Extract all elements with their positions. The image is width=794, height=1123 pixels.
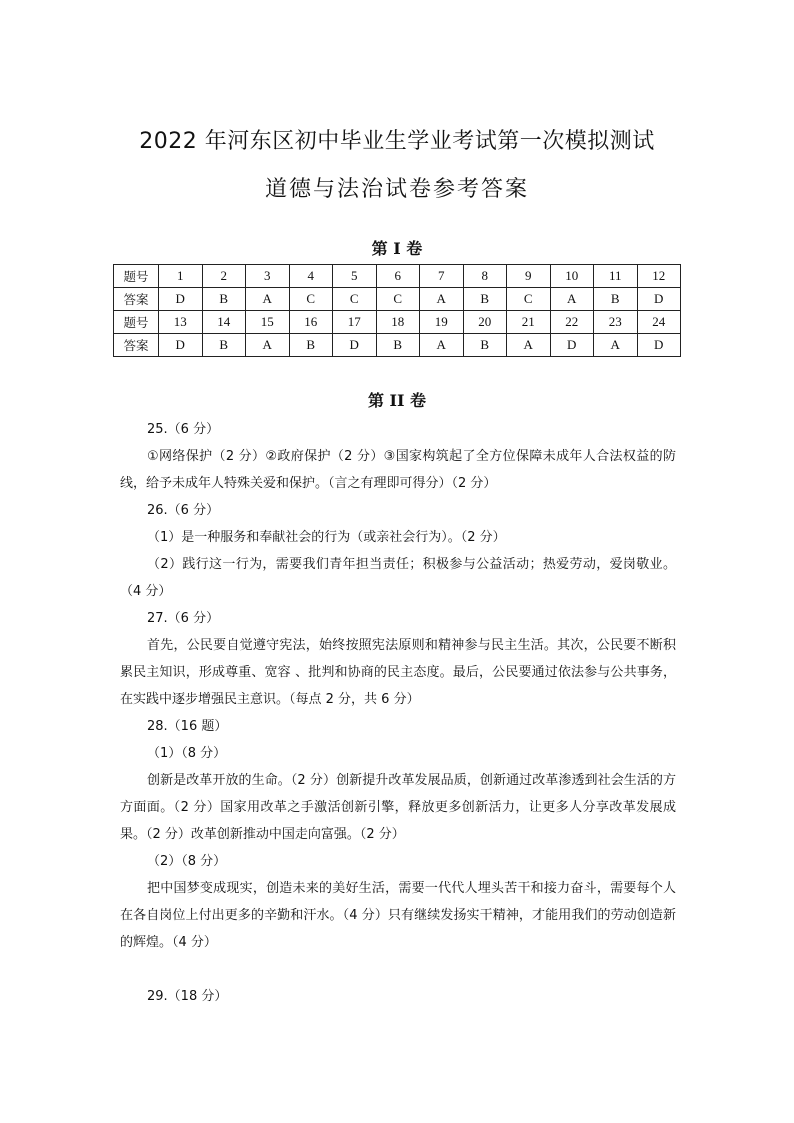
- question-heading: 26.（6 分）: [147, 503, 220, 518]
- table-cell: 20: [463, 311, 507, 334]
- table-cell: C: [289, 288, 333, 311]
- page-title: 2022 年河东区初中毕业生学业考试第一次模拟测试: [139, 129, 655, 154]
- table-cell: 12: [637, 265, 681, 288]
- table-cell: 15: [246, 311, 290, 334]
- row-label: 答案: [114, 334, 159, 357]
- sub-question-heading: （1）（8 分）: [147, 746, 227, 761]
- table-cell: A: [550, 288, 594, 311]
- table-cell: C: [376, 288, 420, 311]
- table-cell: 19: [420, 311, 464, 334]
- table-cell: 18: [376, 311, 420, 334]
- table-cell: A: [246, 288, 290, 311]
- table-cell: 13: [159, 311, 203, 334]
- table-cell: 11: [594, 265, 638, 288]
- answer-paragraph: ①网络保护（2 分）②政府保护（2 分）③国家构筑起了全方位保障未成年人合法权益的防线，给予未成年人特殊关爱和保护。（言之有理即可得分）（2 分）: [120, 449, 676, 491]
- table-cell: A: [420, 288, 464, 311]
- answer-table: [113, 264, 681, 357]
- table-cell: 16: [289, 311, 333, 334]
- table-cell: 5: [333, 265, 377, 288]
- table-cell: 21: [507, 311, 551, 334]
- row-label: 答案: [114, 288, 159, 311]
- table-cell: 14: [202, 311, 246, 334]
- answer-paragraph: 首先，公民要自觉遵守宪法，始终按照宪法原则和精神参与民主生活。其次，公民要不断积累民主知识，形成尊重、宽容 、批判和协商的民主态度。最后，公民要通过依法参与公共事务，在实践中逐步增强民主意识。（每点 2 分，共 6 分）: [120, 638, 676, 707]
- row-label: 题号: [114, 265, 159, 288]
- table-cell: B: [463, 334, 507, 357]
- table-cell: A: [246, 334, 290, 357]
- table-cell: C: [333, 288, 377, 311]
- table-cell: 6: [376, 265, 420, 288]
- page-subtitle: 道德与法治试卷参考答案: [264, 177, 529, 202]
- table-cell: D: [333, 334, 377, 357]
- table-cell: B: [594, 288, 638, 311]
- answer-paragraph: 把中国梦变成现实，创造未来的美好生活，需要一代代人埋头苦干和接力奋斗，需要每个人在各自岗位上付出更多的辛勤和汗水。（4 分）只有继续发扬实干精神，才能用我们的劳动创造新的辉煌。（4 分）: [120, 881, 676, 950]
- answer-paragraph: （2）践行这一行为，需要我们青年担当责任；积极参与公益活动；热爱劳动，爱岗敬业。（4 分）: [120, 557, 676, 599]
- table-cell: 8: [463, 265, 507, 288]
- table-cell: 17: [333, 311, 377, 334]
- table-cell: 22: [550, 311, 594, 334]
- table-cell: D: [550, 334, 594, 357]
- table-cell: B: [376, 334, 420, 357]
- table-cell: D: [159, 288, 203, 311]
- answer-paragraph: 创新是改革开放的生命。（2 分）创新提升改革发展品质，创新通过改革渗透到社会生活的方方面面。（2 分）国家用改革之手激活创新引擎，释放更多创新活力，让更多人分享改革发展成果。（2 分）改革创新推动中国走向富强。（2 分）: [120, 773, 676, 842]
- table-cell: B: [202, 334, 246, 357]
- sub-question-heading: （2）（8 分）: [147, 854, 227, 869]
- table-cell: 3: [246, 265, 290, 288]
- table-cell: A: [594, 334, 638, 357]
- section-heading-part-2: 第 II 卷: [367, 391, 427, 410]
- table-row: [114, 334, 681, 357]
- spacer: [120, 956, 676, 983]
- table-cell: 4: [289, 265, 333, 288]
- table-cell: 10: [550, 265, 594, 288]
- table-cell: D: [637, 288, 681, 311]
- question-heading: 28.（16 题）: [147, 719, 228, 734]
- table-cell: C: [507, 288, 551, 311]
- answer-body: [120, 416, 676, 1010]
- table-cell: 23: [594, 311, 638, 334]
- answer-paragraph: （1）是一种服务和奉献社会的行为（或亲社会行为）。（2 分）: [147, 530, 506, 545]
- table-cell: B: [463, 288, 507, 311]
- table-cell: 9: [507, 265, 551, 288]
- section-heading-part-1: 第 I 卷: [371, 239, 423, 258]
- table-cell: D: [637, 334, 681, 357]
- table-row: [114, 265, 681, 288]
- table-cell: B: [289, 334, 333, 357]
- table-row: [114, 288, 681, 311]
- table-cell: A: [507, 334, 551, 357]
- table-cell: 1: [159, 265, 203, 288]
- table-cell: 24: [637, 311, 681, 334]
- table-cell: 7: [420, 265, 464, 288]
- question-heading: 29.（18 分）: [147, 989, 228, 1004]
- question-heading: 25.（6 分）: [147, 422, 220, 437]
- question-heading: 27.（6 分）: [147, 611, 220, 626]
- table-cell: 2: [202, 265, 246, 288]
- table-cell: D: [159, 334, 203, 357]
- table-row: [114, 311, 681, 334]
- row-label: 题号: [114, 311, 159, 334]
- table-cell: A: [420, 334, 464, 357]
- table-cell: B: [202, 288, 246, 311]
